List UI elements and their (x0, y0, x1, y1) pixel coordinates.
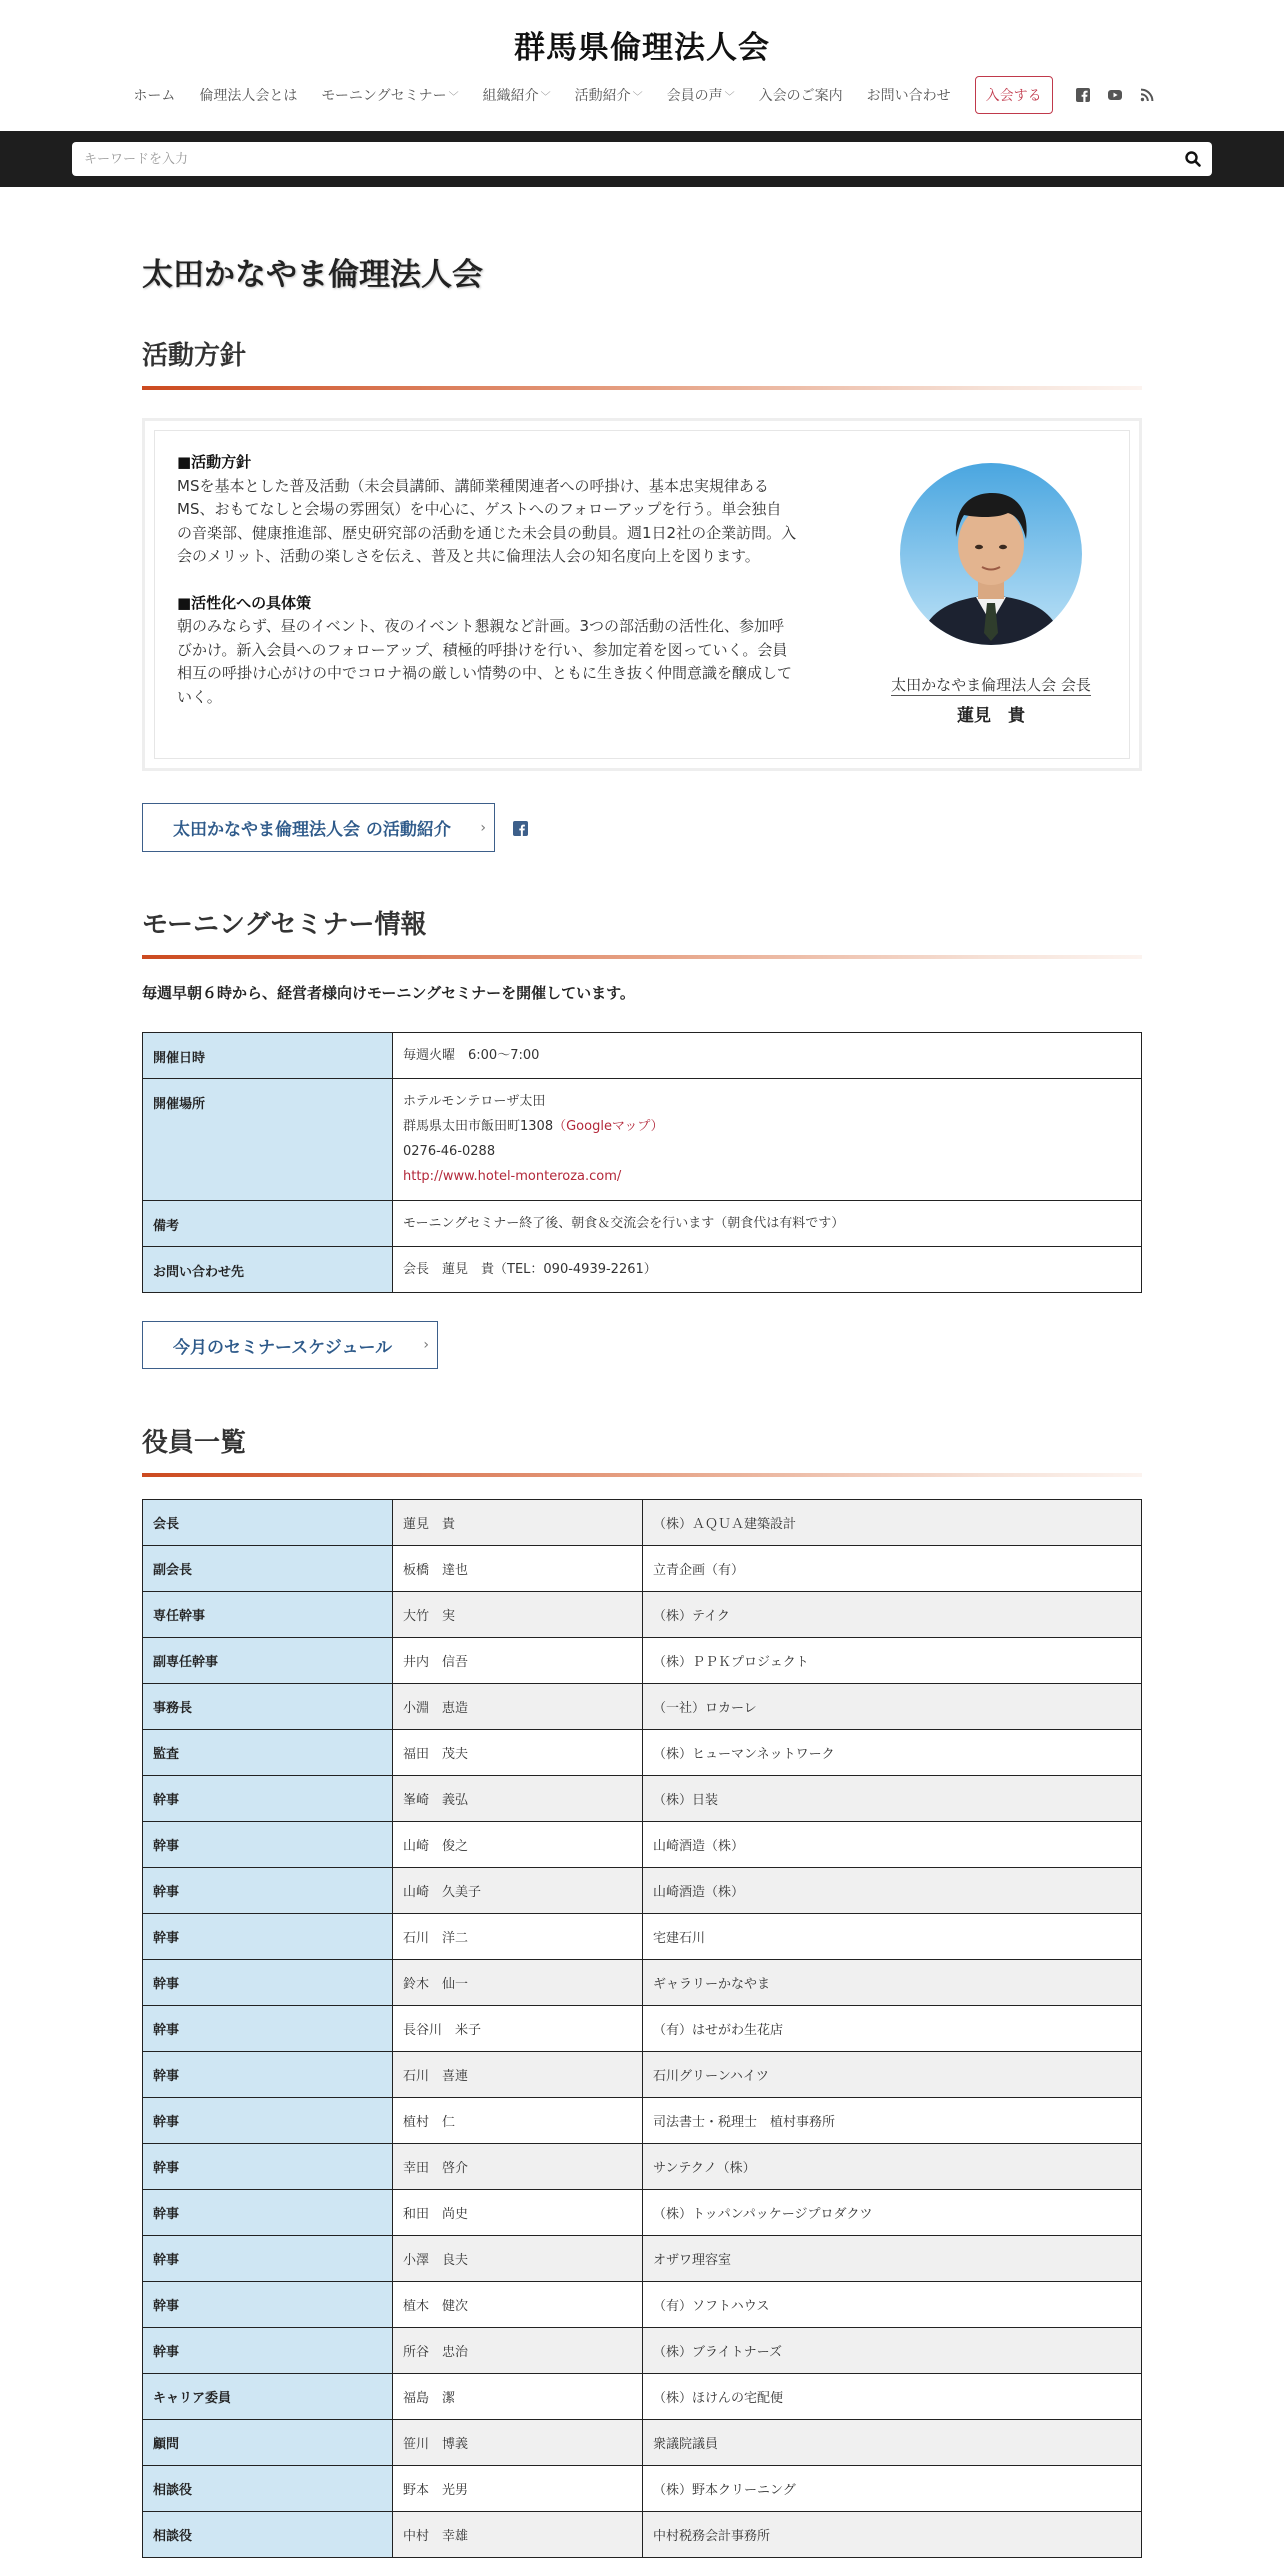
officer-company: （株）トッパンパッケージプロダクツ (643, 2190, 1142, 2236)
officer-name: 石川 喜連 (393, 2052, 643, 2098)
place-address-line (403, 1114, 1131, 1139)
seminar-section-heading (142, 904, 1142, 959)
nav-membership-guide[interactable]: 入会のご案内 (758, 88, 843, 104)
search-bar (0, 131, 1284, 187)
page-title: 太田かなやま倫理法人会 (142, 257, 483, 293)
officer-role: 会長 (143, 1500, 393, 1546)
nav-contact[interactable]: お問い合わせ (866, 88, 951, 104)
hotel-website-link[interactable]: http://www.hotel-monteroza.com/ (403, 1169, 622, 1184)
table-row (143, 2282, 1142, 2328)
table-row (143, 2420, 1142, 2466)
date-label: 開催日時 (143, 1033, 393, 1079)
nav-home[interactable]: ホーム (133, 88, 176, 104)
table-row (143, 2466, 1142, 2512)
nav-member-voices[interactable]: 会員の声 ﹀ (666, 88, 735, 104)
officer-name: 蓮見 貴 (393, 1500, 643, 1546)
officer-name: 植木 健次 (393, 2282, 643, 2328)
table-row (143, 1033, 1142, 1079)
search-box (72, 142, 1212, 176)
heading-underline (142, 1473, 1142, 1477)
place-name: ホテルモンテローザ太田 (403, 1094, 546, 1109)
facebook-icon[interactable] (1075, 87, 1091, 103)
officer-company: （株）テイク (643, 1592, 1142, 1638)
nav-organization[interactable]: 組織紹介 ﹀ (482, 88, 551, 104)
officer-name: 石川 洋二 (393, 1914, 643, 1960)
officer-company: （有）ソフトハウス (643, 2282, 1142, 2328)
officer-role: 幹事 (143, 2282, 393, 2328)
contact-value: 会長 蓮見 貴（TEL：090-4939-2261） (393, 1247, 1142, 1293)
policy-heading: 活動方針 (142, 341, 247, 371)
seminar-schedule-button[interactable]: 今月のセミナースケジュール › (142, 1321, 438, 1369)
officer-name: 小淵 恵造 (393, 1684, 643, 1730)
policy-line: 相互の呼掛け心がけの中でコロナ禍の厳しい情勢の中、ともに生き抜く仲間意識を醸成して (177, 664, 793, 682)
table-row (143, 1247, 1142, 1293)
youtube-icon[interactable] (1107, 87, 1123, 103)
officer-company: （株）ＡＱＵＡ建築設計 (643, 1500, 1142, 1546)
officer-company: 石川グリーンハイツ (643, 2052, 1142, 2098)
officer-company: 司法書士・税理士 植村事務所 (643, 2098, 1142, 2144)
officer-company: ギャラリーかなやま (643, 1960, 1142, 2006)
policy-line: いく。 (177, 687, 222, 706)
table-row (143, 2006, 1142, 2052)
chevron-down-icon: ﹀ (448, 92, 459, 103)
site-header (0, 0, 1284, 130)
policy-line: MSを基本とした普及活動（未会員講師、講師業種関連者への呼掛け、基本忠実規律ある (177, 476, 769, 495)
policy-line: びかけ。新入会員へのフォローアップ、積極的呼掛けを行い、参加定着を図っていく。会員 (177, 640, 788, 659)
officer-name: 井内 信吾 (393, 1638, 643, 1684)
officer-role: 副会長 (143, 1546, 393, 1592)
officer-role: 幹事 (143, 2052, 393, 2098)
officer-company: （有）はせがわ生花店 (643, 2006, 1142, 2052)
contact-label: お問い合わせ先 (143, 1247, 393, 1293)
seminar-info-table (142, 1032, 1142, 1293)
table-row (143, 1914, 1142, 1960)
chevron-right-icon: › (423, 1337, 429, 1353)
policy-line: 朝のみならず、昼のイベント、夜のイベント懇親など計画。3つの部活動の活性化、参加呼 (177, 617, 784, 635)
heading-underline (142, 955, 1142, 959)
policy-line: 会のメリット、活動の楽しさを伝え、普及と共に倫理法人会の知名度向上を図ります。 (177, 547, 760, 565)
seminar-heading: モーニングセミナー情報 (142, 910, 427, 940)
table-row (143, 1201, 1142, 1247)
table-row (143, 2512, 1142, 2558)
table-row (143, 1960, 1142, 2006)
officer-role: 幹事 (143, 2328, 393, 2374)
policy-section-heading (142, 335, 1142, 390)
table-row (143, 2328, 1142, 2374)
officer-role: 幹事 (143, 1868, 393, 1914)
table-row (143, 2052, 1142, 2098)
officer-role: 幹事 (143, 2190, 393, 2236)
officer-name: 小澤 良夫 (393, 2236, 643, 2282)
officer-name: 山崎 俊之 (393, 1822, 643, 1868)
table-row (143, 1079, 1142, 1201)
nav-activities[interactable]: 活動紹介 ﹀ (574, 88, 643, 104)
place-phone: 0276-46-0288 (403, 1144, 496, 1159)
officer-role: 幹事 (143, 1776, 393, 1822)
officer-role: 事務長 (143, 1684, 393, 1730)
search-input[interactable] (72, 142, 1152, 176)
president-role-caption: 太田かなやま倫理法人会 会長 (891, 676, 1091, 694)
officer-role: 幹事 (143, 2144, 393, 2190)
officer-name: 所谷 忠治 (393, 2328, 643, 2374)
officers-section-heading (142, 1422, 1142, 1477)
officer-name: 山崎 久美子 (393, 1868, 643, 1914)
officers-heading: 役員一覧 (142, 1428, 247, 1458)
officer-company: （株）日装 (643, 1776, 1142, 1822)
table-row (143, 2098, 1142, 2144)
policy-text (177, 451, 839, 709)
officer-name: 和田 尚史 (393, 2190, 643, 2236)
officer-name: 長谷川 米子 (393, 2006, 643, 2052)
officer-name: 峯崎 義弘 (393, 1776, 643, 1822)
main-nav (0, 76, 1284, 114)
officer-role: 専任幹事 (143, 1592, 393, 1638)
officer-name: 中村 幸雄 (393, 2512, 643, 2558)
officer-company: 衆議院議員 (643, 2420, 1142, 2466)
officer-name: 福田 茂夫 (393, 1730, 643, 1776)
table-row (143, 1730, 1142, 1776)
chevron-down-icon: ﹀ (632, 92, 643, 103)
seminar-lead-text: 毎週早朝６時から、経営者様向けモーニングセミナーを開催しています。 (142, 984, 635, 1002)
officer-name: 野本 光男 (393, 2466, 643, 2512)
officer-name: 板橋 達也 (393, 1546, 643, 1592)
officer-name: 幸田 啓介 (393, 2144, 643, 2190)
table-row (143, 1546, 1142, 1592)
officer-role: 幹事 (143, 1914, 393, 1960)
table-row (143, 1592, 1142, 1638)
table-row (143, 1822, 1142, 1868)
search-icon[interactable] (1184, 150, 1202, 168)
table-row (143, 2374, 1142, 2420)
officer-role: 幹事 (143, 2236, 393, 2282)
policy-block2-heading: ■活性化への具体策 (177, 593, 312, 612)
table-row (143, 1638, 1142, 1684)
officer-role: 監査 (143, 1730, 393, 1776)
join-button[interactable]: 入会する (975, 76, 1053, 114)
table-row (143, 1500, 1142, 1546)
officer-role: 幹事 (143, 1960, 393, 2006)
officer-name: 福島 潔 (393, 2374, 643, 2420)
date-value: 毎週火曜 6:00～7:00 (393, 1033, 1142, 1079)
place-value (393, 1079, 1142, 1201)
officer-company: （一社）ロカーレ (643, 1684, 1142, 1730)
place-label: 開催場所 (143, 1079, 393, 1201)
person-portrait-icon (900, 463, 1082, 645)
officer-name: 植村 仁 (393, 2098, 643, 2144)
policy-line: の音楽部、健康推進部、歴史研究部の活動を通じた未会員の動員。週1日2社の企業訪問。入 (177, 523, 797, 542)
officer-role: 相談役 (143, 2466, 393, 2512)
officers-table (142, 1499, 1142, 2558)
heading-underline (142, 386, 1142, 390)
president-name: 蓮見 貴 (957, 706, 1025, 726)
nav-morning-seminar[interactable]: モーニングセミナー ﹀ (321, 88, 459, 104)
chevron-right-icon: › (480, 819, 486, 836)
officer-name: 鈴木 仙一 (393, 1960, 643, 2006)
officer-company: （株）ＰＰＫプロジェクト (643, 1638, 1142, 1684)
officer-role: 相談役 (143, 2512, 393, 2558)
site-title[interactable]: 群馬県倫理法人会 (514, 30, 770, 66)
officer-company: 山崎酒造（株） (643, 1822, 1142, 1868)
officer-role: キャリア委員 (143, 2374, 393, 2420)
officer-role: 幹事 (143, 2006, 393, 2052)
officer-company: 山崎酒造（株） (643, 1868, 1142, 1914)
table-row (143, 2144, 1142, 2190)
officer-company: 立青企画（有） (643, 1546, 1142, 1592)
officer-company: オザワ理容室 (643, 2236, 1142, 2282)
officer-company: （株）ブライトナーズ (643, 2328, 1142, 2374)
president-photo (900, 463, 1082, 645)
officer-role: 幹事 (143, 2098, 393, 2144)
table-row (143, 1776, 1142, 1822)
nav-about[interactable]: 倫理法人会とは (199, 88, 298, 104)
table-row (143, 1684, 1142, 1730)
officer-company: （株）ほけんの宅配便 (643, 2374, 1142, 2420)
officer-role: 顧問 (143, 2420, 393, 2466)
place-address: 群馬県太田市飯田町1308 (403, 1119, 554, 1134)
officer-company: サンテクノ（株） (643, 2144, 1142, 2190)
officer-company: 中村税務会計事務所 (643, 2512, 1142, 2558)
activity-intro-button[interactable]: 太田かなやま倫理法人会 の活動紹介 › (142, 803, 495, 852)
policy-inner (154, 430, 1130, 759)
table-row (143, 2190, 1142, 2236)
note-label: 備考 (143, 1201, 393, 1247)
officer-company: （株）野本クリーニング (643, 2466, 1142, 2512)
chevron-down-icon: ﹀ (724, 92, 735, 103)
facebook-icon[interactable] (513, 821, 528, 836)
officer-company: （株）ヒューマンネットワーク (643, 1730, 1142, 1776)
rss-icon[interactable] (1139, 87, 1155, 103)
officer-name: 大竹 実 (393, 1592, 643, 1638)
policy-box (142, 418, 1142, 771)
table-row (143, 2236, 1142, 2282)
google-map-link[interactable]: （Googleマップ） (553, 1119, 664, 1134)
officer-name: 笹川 博義 (393, 2420, 643, 2466)
officer-role: 副専任幹事 (143, 1638, 393, 1684)
officer-role: 幹事 (143, 1822, 393, 1868)
chevron-down-icon: ﹀ (540, 92, 551, 103)
policy-block1-heading: ■活動方針 (177, 453, 252, 471)
officer-company: 宅建石川 (643, 1914, 1142, 1960)
note-value: モーニングセミナー終了後、朝食＆交流会を行います（朝食代は有料です） (393, 1201, 1142, 1247)
policy-line: MS、おもてなしと会場の雰囲気）を中心に、ゲストへのフォローアップを行う。単会独自 (177, 500, 782, 518)
table-row (143, 1868, 1142, 1914)
